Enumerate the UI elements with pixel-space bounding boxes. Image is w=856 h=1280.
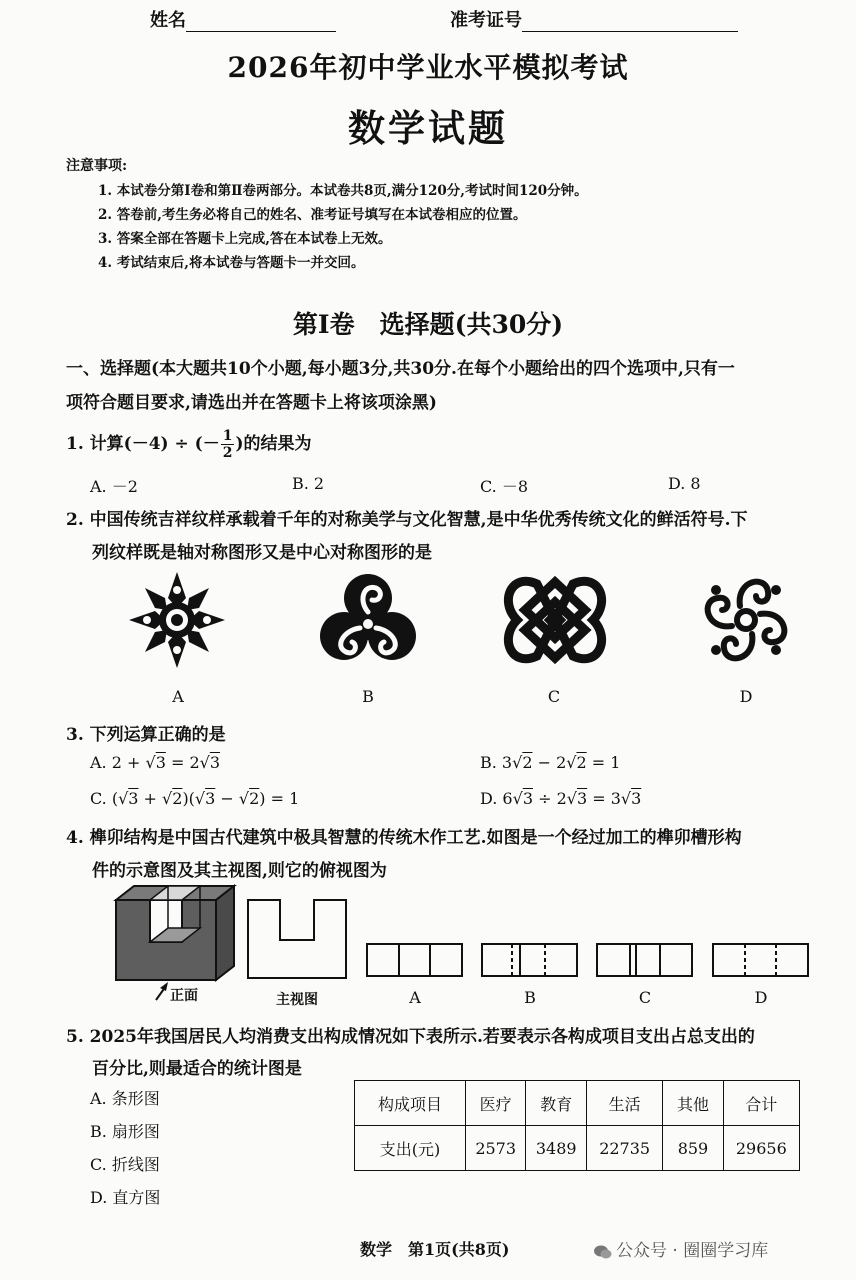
notice-item: 1. 本试卷分第Ⅰ卷和第Ⅱ卷两部分。本试卷共8页,满分120分,考试时间120分钟。 xyxy=(98,183,588,199)
q1-option-d[interactable]: D. 8 xyxy=(668,474,701,493)
pattern-c-knot-icon[interactable] xyxy=(508,581,601,659)
expr-text: + √ xyxy=(138,789,173,808)
q2-pattern-figures xyxy=(0,565,856,685)
expr-text: )(√ xyxy=(182,789,206,808)
q3-stem: 3. 下列运算正确的是 xyxy=(66,725,226,745)
expr-text: = 2√ xyxy=(165,753,210,772)
q4-stem: 4. 榫卯结构是中国古代建筑中极具智慧的传统木作工艺.如图是一个经过加工的榫卯槽形构 xyxy=(66,828,742,848)
q2-stem: 2. 中国传统吉祥纹样承载着千年的对称美学与文化智慧,是中华优秀传统文化的鲜活符号.下 xyxy=(66,510,748,530)
radicand: 2 xyxy=(576,753,587,772)
radicand: 2 xyxy=(172,789,183,808)
table-cell: 859 xyxy=(663,1126,723,1171)
q5-option-b[interactable]: B. 扇形图 xyxy=(90,1122,160,1141)
radicand: 3 xyxy=(576,789,588,808)
q4-label-a[interactable]: A xyxy=(409,988,421,1007)
exam-number-blank xyxy=(522,11,738,32)
main-view-outline xyxy=(248,900,346,978)
expr-text: ÷ 2√ xyxy=(533,789,577,808)
q1-stem-suffix: )的结果为 xyxy=(235,434,312,454)
table-header-cell: 教育 xyxy=(526,1081,587,1126)
expr-text: D. 6√ xyxy=(480,789,523,808)
notice-item: 4. 考试结束后,将本试卷与答题卡一并交回。 xyxy=(98,255,365,271)
radicand: 2 xyxy=(249,789,260,808)
main-view-label: 主视图 xyxy=(276,992,318,1008)
fraction-numerator: 1 xyxy=(222,428,233,444)
q5-stem: 5. 2025年我国居民人均消费支出构成情况如下表所示.若要表示各构成项目支出占总支出的 xyxy=(66,1027,755,1047)
fraction-denominator: 2 xyxy=(222,445,233,461)
watermark-text: 公众号 · 圈圈学习库 xyxy=(616,1241,769,1261)
q4-label-d[interactable]: D xyxy=(754,988,768,1007)
q1-option-c[interactable]: C. －8 xyxy=(480,477,529,496)
table-header-cell: 构成项目 xyxy=(355,1081,466,1126)
q4-option-a-view[interactable] xyxy=(367,944,462,976)
q5-option-c[interactable]: C. 折线图 xyxy=(90,1155,160,1174)
q3-option-c[interactable] xyxy=(90,789,299,808)
radicand: 2 xyxy=(522,753,533,772)
table-header-cell: 合计 xyxy=(723,1081,799,1126)
expr-text: − √ xyxy=(215,789,250,808)
expr-text: A. 2 + √ xyxy=(90,753,156,772)
page-footer: 数学 第1页(共8页) xyxy=(360,1240,510,1259)
radicand: 3 xyxy=(209,753,221,772)
q1-stem-text: 1. 计算(－4) ÷ (－ xyxy=(66,434,220,454)
name-field xyxy=(150,6,336,32)
front-label: 正面 xyxy=(170,988,198,1004)
q5-option-a[interactable]: A. 条形图 xyxy=(90,1089,160,1108)
name-blank xyxy=(186,11,336,32)
table-header-cell: 医疗 xyxy=(465,1081,526,1126)
exam-title: 2026年初中学业水平模拟考试 xyxy=(227,51,629,84)
wechat-icon xyxy=(594,1244,612,1258)
q4-label-b[interactable]: B xyxy=(524,988,536,1007)
expr-text: ) = 1 xyxy=(259,789,300,808)
exam-number-field xyxy=(450,6,738,32)
table-row xyxy=(355,1126,800,1171)
table-cell: 支出(元) xyxy=(355,1126,466,1171)
notice-item: 2. 答卷前,考生务必将自己的姓名、准考证号填写在本试卷相应的位置。 xyxy=(98,207,527,223)
q4-label-c[interactable]: C xyxy=(638,988,652,1007)
q4-block-3d-icon xyxy=(116,886,234,1000)
expr-text: − 2√ xyxy=(532,753,577,772)
notice-heading: 注意事项: xyxy=(66,158,128,174)
radicand: 3 xyxy=(128,789,139,808)
radicand: 3 xyxy=(631,789,642,808)
expr-text: C. (√ xyxy=(90,789,129,808)
table-header-row xyxy=(355,1081,800,1126)
q2-label-d[interactable]: D xyxy=(739,687,753,706)
table-cell: 22735 xyxy=(586,1126,662,1171)
q2-label-a[interactable]: A xyxy=(172,687,184,706)
pattern-b-cloud-icon[interactable] xyxy=(320,574,416,660)
q4-option-c-view[interactable] xyxy=(597,944,692,976)
q1-stem xyxy=(66,428,312,461)
section-heading: 第Ⅰ卷 选择题(共30分) xyxy=(292,310,564,339)
expr-text: B. 3√ xyxy=(480,753,523,772)
watermark xyxy=(594,1236,768,1261)
q1-option-a[interactable]: A. －2 xyxy=(90,477,138,496)
q2-label-b[interactable]: B xyxy=(362,687,374,706)
expr-text: = 3√ xyxy=(587,789,632,808)
q2-stem-cont: 列纹样既是轴对称图形又是中心对称图形的是 xyxy=(92,543,432,563)
q4-stem-cont: 件的示意图及其主视图,则它的俯视图为 xyxy=(92,861,387,881)
q2-label-c[interactable]: C xyxy=(547,687,561,706)
q5-option-d[interactable]: D. 直方图 xyxy=(90,1188,161,1207)
q5-expense-table xyxy=(354,1080,800,1171)
q4-option-d-view[interactable] xyxy=(713,944,808,976)
pattern-a-flower-icon[interactable] xyxy=(129,572,225,668)
radicand: 3 xyxy=(522,789,533,808)
expr-text: = 1 xyxy=(586,753,621,772)
q3-option-a[interactable] xyxy=(90,753,220,772)
subject-title: 数学试题 xyxy=(348,106,508,150)
radicand: 3 xyxy=(155,753,166,772)
table-cell: 29656 xyxy=(723,1126,799,1171)
radicand: 3 xyxy=(205,789,216,808)
q1-option-b[interactable]: B. 2 xyxy=(292,474,325,493)
q4-option-b-view[interactable] xyxy=(482,944,577,976)
table-cell: 3489 xyxy=(526,1126,587,1171)
table-header-cell: 生活 xyxy=(586,1081,662,1126)
name-label: 姓名 xyxy=(150,10,186,31)
q5-stem-cont: 百分比,则最适合的统计图是 xyxy=(92,1059,302,1079)
section-instruction-cont: 项符合题目要求,请选出并在答题卡上将该项涂黑) xyxy=(66,393,437,413)
notice-item: 3. 答案全部在答题卡上完成,答在本试卷上无效。 xyxy=(98,231,392,247)
section-instruction: 一、选择题(本大题共10个小题,每小题3分,共30分.在每个小题给出的四个选项中,只有一 xyxy=(66,359,735,379)
table-cell: 2573 xyxy=(465,1126,526,1171)
pattern-d-spiral-icon[interactable] xyxy=(708,582,785,659)
table-header-cell: 其他 xyxy=(663,1081,723,1126)
q1-fraction xyxy=(221,428,235,461)
q3-option-d[interactable] xyxy=(480,789,641,808)
exam-number-label: 准考证号 xyxy=(450,10,522,31)
q3-option-b[interactable] xyxy=(480,753,620,772)
